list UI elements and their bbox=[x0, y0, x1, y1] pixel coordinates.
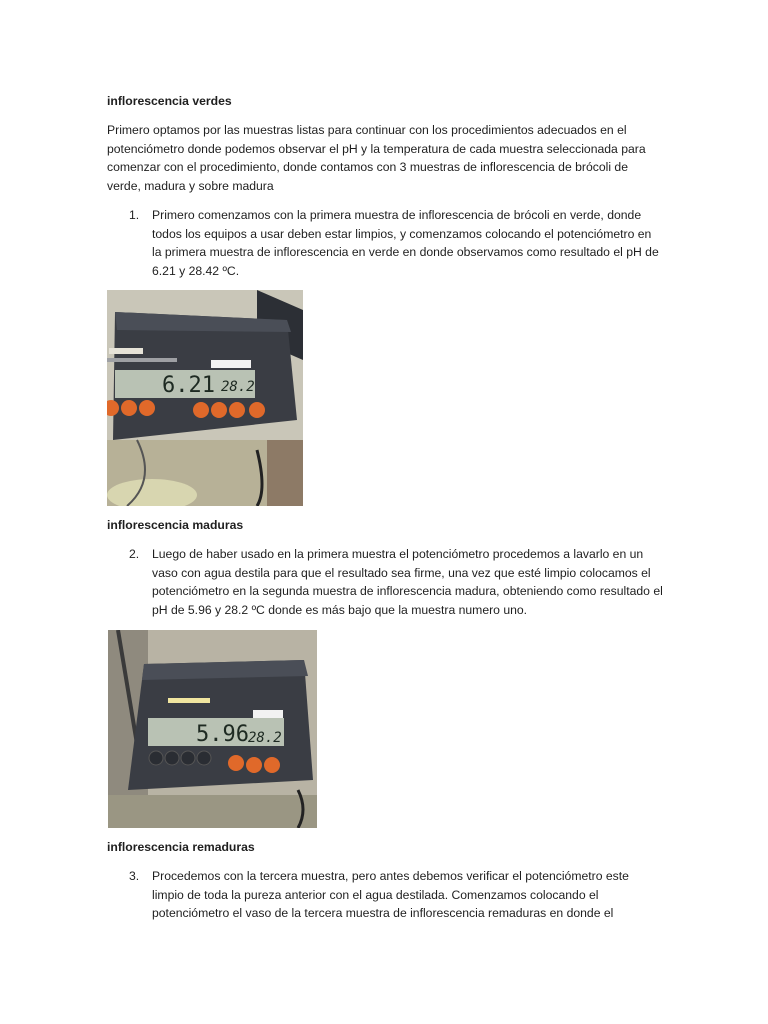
lcd-ph-reading: 6.21 bbox=[162, 373, 215, 398]
lcd-temp-reading: 28.2 bbox=[248, 730, 282, 746]
list-item-text: Luego de haber usado en la primera muestra el potenciómetro procedemos a lavarlo en un vaso con agua destila para que el resultado sea firme, una vez que esté limpio colocamos el potenciómetro en la segunda muestra de inflorescencia madura, obteniendo como resultado el pH de 5.96 y 28.2 ºC donde es más bajo que la muestra numero uno. bbox=[152, 547, 663, 617]
ph-meter-photo-2 bbox=[108, 630, 317, 828]
heading-inflorescencia-maduras: inflorescencia maduras bbox=[107, 518, 244, 532]
intro-paragraph: Primero optamos por las muestras listas para continuar con los procedimientos adecuados en el potenciómetro donde podemos observar el pH y la temperatura de cada muestra seleccionada para comenzar con el procedimiento, donde contamos con 3 muestras de inflorescencia de brócoli de verde, madura y sobre madura bbox=[107, 123, 646, 193]
list-number: 3. bbox=[129, 869, 140, 883]
ph-meter-photo-1 bbox=[107, 290, 303, 506]
lcd-ph-reading: 5.96 bbox=[196, 722, 249, 747]
list-number: 2. bbox=[129, 547, 140, 561]
heading-inflorescencia-remaduras: inflorescencia remaduras bbox=[107, 840, 255, 854]
list-item-text: Primero comenzamos con la primera muestra de inflorescencia de brócoli en verde, donde todos los equipos a usar deben estar limpios, y comenzamos colocando el potenciómetro en la primera muestra de inflorescencia en verde en donde observamos como resultado el pH de 6.21 y 28.42 ºC. bbox=[152, 208, 659, 278]
heading-inflorescencia-verdes: inflorescencia verdes bbox=[107, 94, 232, 108]
list-number: 1. bbox=[129, 208, 140, 222]
list-item-text: Procedemos con la tercera muestra, pero antes debemos verificar el potenciómetro este limpio de toda la pureza anterior con el agua destilada. Comenzamos colocando el potenciómetro el vaso de la tercera muestra de inflorescencia remaduras en donde el bbox=[152, 869, 629, 920]
lcd-temp-reading: 28.2 bbox=[221, 379, 255, 395]
